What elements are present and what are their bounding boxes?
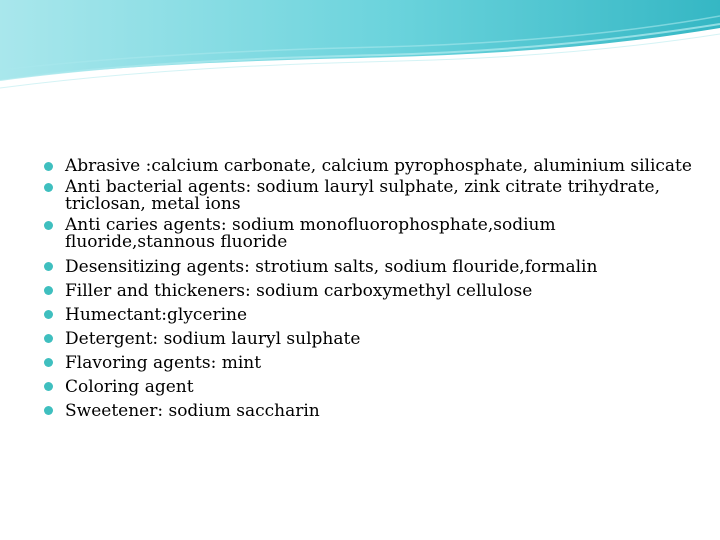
bullet-text: Flavoring agents: mint [65,353,262,373]
bullet-text: Abrasive :calcium carbonate, calcium pyrophosphate, aluminium silicate [65,156,692,176]
bullet-icon [44,221,53,230]
bullet-text: Sweetener: sodium saccharin [65,401,320,421]
bullet-text: Anti caries agents: sodium monofluorophosphate,sodium fluoride,stannous fluoride [65,215,556,252]
bullet-icon [44,334,53,343]
bullet-list [38,155,698,423]
bullet-icon [44,262,53,271]
bullet-text: Anti bacterial agents: sodium lauryl sulphate, zink citrate trihydrate, triclosan, metal ions [65,177,660,214]
bullet-icon [44,162,53,171]
list-item [38,351,698,375]
bullet-icon [44,310,53,319]
list-item [38,217,698,251]
bullet-icon [44,286,53,295]
bullet-text: Desensitizing agents: strotium salts, sodium flouride,formalin [65,257,598,277]
list-item [38,399,698,423]
list-item [38,303,698,327]
list-item [38,255,698,279]
bullet-icon [44,406,53,415]
bullet-text: Filler and thickeners: sodium carboxymethyl cellulose [65,281,533,301]
list-item [38,158,698,175]
bullet-text: Detergent: sodium lauryl sulphate [65,329,361,349]
bullet-icon [44,183,53,192]
list-item [38,327,698,351]
list-item [38,375,698,399]
bullet-text: Humectant:glycerine [65,305,248,325]
bullet-text: Coloring agent [65,377,194,397]
bullet-icon [44,382,53,391]
bullet-icon [44,358,53,367]
header-wave-decoration [0,0,720,95]
list-item [38,279,698,303]
list-item [38,179,698,213]
